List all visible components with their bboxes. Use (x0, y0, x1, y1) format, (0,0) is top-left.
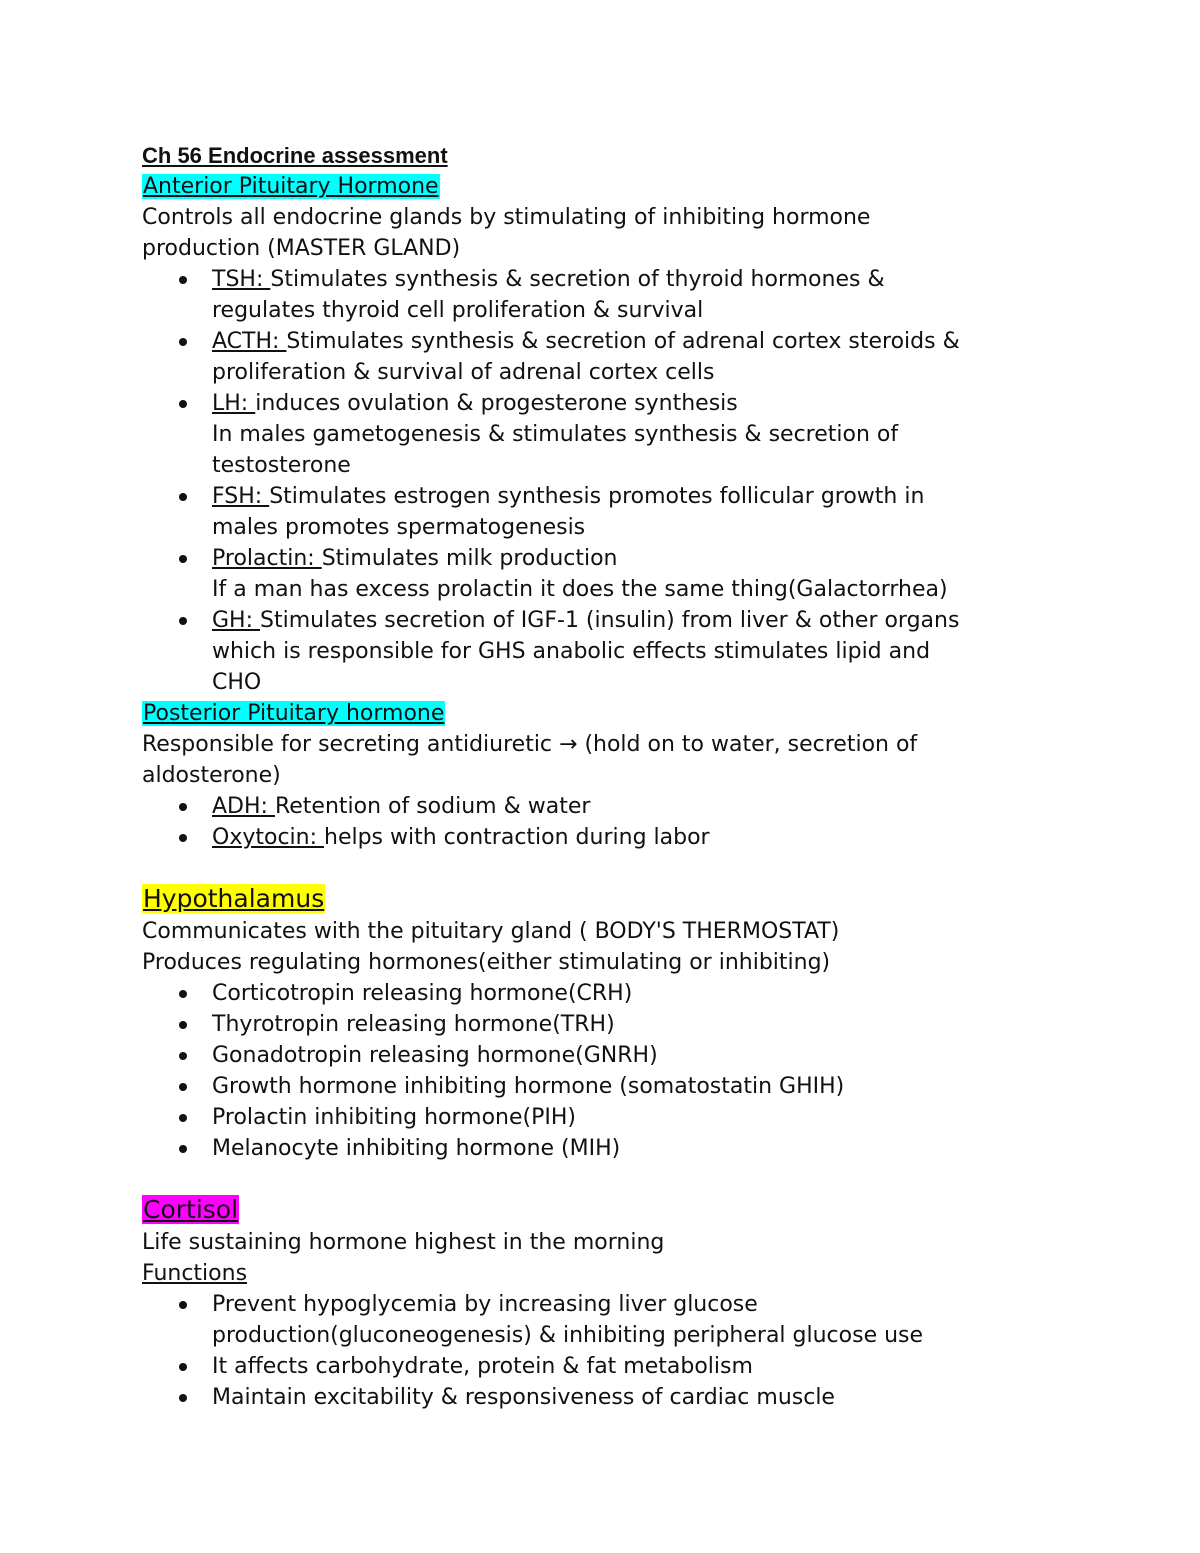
item-text: Stimulates milk production (321, 546, 618, 571)
list-item-adh (142, 791, 1062, 822)
list-item-tsh (142, 264, 1062, 326)
list-item-acth (142, 326, 1062, 388)
item-text: Stimulates secretion of IGF-1 (insulin) from liver & other organs (260, 608, 960, 633)
list-item (142, 978, 1062, 1009)
posterior-heading: Posterior Pituitary hormone (143, 701, 445, 726)
item-text: induces ovulation & progesterone synthesis (255, 391, 738, 416)
item-text: Gonadotropin releasing hormone(GNRH) (212, 1043, 658, 1068)
term: TSH: (212, 267, 271, 292)
item-text: Thyrotropin releasing hormone(TRH) (212, 1012, 615, 1037)
posterior-intro-2: aldosterone) (142, 763, 281, 788)
list-item-prolactin (142, 543, 1062, 605)
list-item-fsh (142, 481, 1062, 543)
posterior-intro-1: Responsible for secreting antidiuretic → (hold on to water, secretion of (142, 732, 918, 757)
term: Prolactin: (212, 546, 322, 571)
item-text: Stimulates synthesis & secretion of adrenal cortex steroids & (286, 329, 960, 354)
list-item (142, 1133, 1062, 1164)
cortisol-heading-line (142, 1194, 1062, 1227)
bullet-icon (179, 834, 187, 842)
bullet-icon (179, 803, 187, 811)
term: ACTH: (212, 329, 287, 354)
hypothalamus-heading-line (142, 883, 1062, 916)
list-item (142, 1102, 1062, 1133)
list-item-lh (142, 388, 1062, 481)
bullet-icon (179, 1114, 187, 1122)
bullet-icon (179, 1083, 187, 1091)
anterior-heading-line (142, 171, 1062, 202)
bullet-icon (179, 493, 187, 501)
item-text: Melanocyte inhibiting hormone (MIH) (212, 1136, 621, 1161)
bullet-icon (179, 276, 187, 284)
bullet-icon (179, 1394, 187, 1402)
anterior-list (142, 264, 1062, 698)
bullet-icon (179, 1301, 187, 1309)
hypothalamus-intro-2: Produces regulating hormones(either stimulating or inhibiting) (142, 950, 831, 975)
cortisol-intro: Life sustaining hormone highest in the morning (142, 1230, 665, 1255)
item-text: It affects carbohydrate, protein & fat metabolism (212, 1354, 753, 1379)
list-item-oxytocin (142, 822, 1062, 853)
bullet-icon (179, 1052, 187, 1060)
item-cont: proliferation & survival of adrenal cortex cells (212, 360, 715, 385)
item-text: Growth hormone inhibiting hormone (somatostatin GHIH) (212, 1074, 845, 1099)
bullet-icon (179, 617, 187, 625)
hypothalamus-intro-1: Communicates with the pituitary gland ( BODY'S THERMOSTAT) (142, 919, 840, 944)
list-item (142, 1351, 1062, 1382)
term: FSH: (212, 484, 270, 509)
bullet-icon (179, 338, 187, 346)
item-text: Stimulates estrogen synthesis promotes follicular growth in (269, 484, 925, 509)
item-cont: production(gluconeogenesis) & inhibiting peripheral glucose use (212, 1323, 924, 1348)
item-cont: males promotes spermatogenesis (212, 515, 586, 540)
posterior-heading-line (142, 698, 1062, 729)
item-text: Corticotropin releasing hormone(CRH) (212, 981, 633, 1006)
hypothalamus-list (142, 978, 1062, 1164)
term: GH: (212, 608, 260, 633)
bullet-icon (179, 1021, 187, 1029)
item-cont: In males gametogenesis & stimulates synthesis & secretion of (212, 422, 899, 447)
item-text: Prolactin inhibiting hormone(PIH) (212, 1105, 576, 1130)
cortisol-subheading: Functions (142, 1261, 248, 1286)
list-item (142, 1071, 1062, 1102)
section-gap (142, 1164, 1062, 1194)
anterior-heading: Anterior Pituitary Hormone (143, 174, 439, 199)
item-cont: CHO (212, 670, 262, 695)
posterior-list (142, 791, 1062, 853)
item-cont: regulates thyroid cell proliferation & survival (212, 298, 704, 323)
item-text: helps with contraction during labor (324, 825, 710, 850)
list-item (142, 1289, 1062, 1351)
cortisol-heading: Cortisol (143, 1195, 239, 1224)
document-title: Ch 56 Endocrine assessment (142, 143, 448, 168)
item-text: Stimulates synthesis & secretion of thyroid hormones & (270, 267, 885, 292)
document-page (142, 140, 1062, 1413)
list-item (142, 1009, 1062, 1040)
cortisol-list (142, 1289, 1062, 1413)
list-item (142, 1382, 1062, 1413)
anterior-intro-1: Controls all endocrine glands by stimulating of inhibiting hormone (142, 205, 871, 230)
item-cont: which is responsible for GHS anabolic effects stimulates lipid and (212, 639, 931, 664)
anterior-intro-2: production (MASTER GLAND) (142, 236, 461, 261)
term: LH: (212, 391, 256, 416)
section-gap (142, 853, 1062, 883)
bullet-icon (179, 555, 187, 563)
item-cont: If a man has excess prolactin it does the same thing(Galactorrhea) (212, 577, 948, 602)
bullet-icon (179, 990, 187, 998)
list-item-gh (142, 605, 1062, 698)
hypothalamus-heading: Hypothalamus (143, 884, 325, 913)
term: Oxytocin: (212, 825, 324, 850)
list-item (142, 1040, 1062, 1071)
bullet-icon (179, 1363, 187, 1371)
item-cont: testosterone (212, 453, 351, 478)
item-text: Retention of sodium & water (274, 794, 591, 819)
bullet-icon (179, 1145, 187, 1153)
item-text: Prevent hypoglycemia by increasing liver glucose (212, 1292, 758, 1317)
term: ADH: (212, 794, 275, 819)
item-text: Maintain excitability & responsiveness of cardiac muscle (212, 1385, 835, 1410)
bullet-icon (179, 400, 187, 408)
